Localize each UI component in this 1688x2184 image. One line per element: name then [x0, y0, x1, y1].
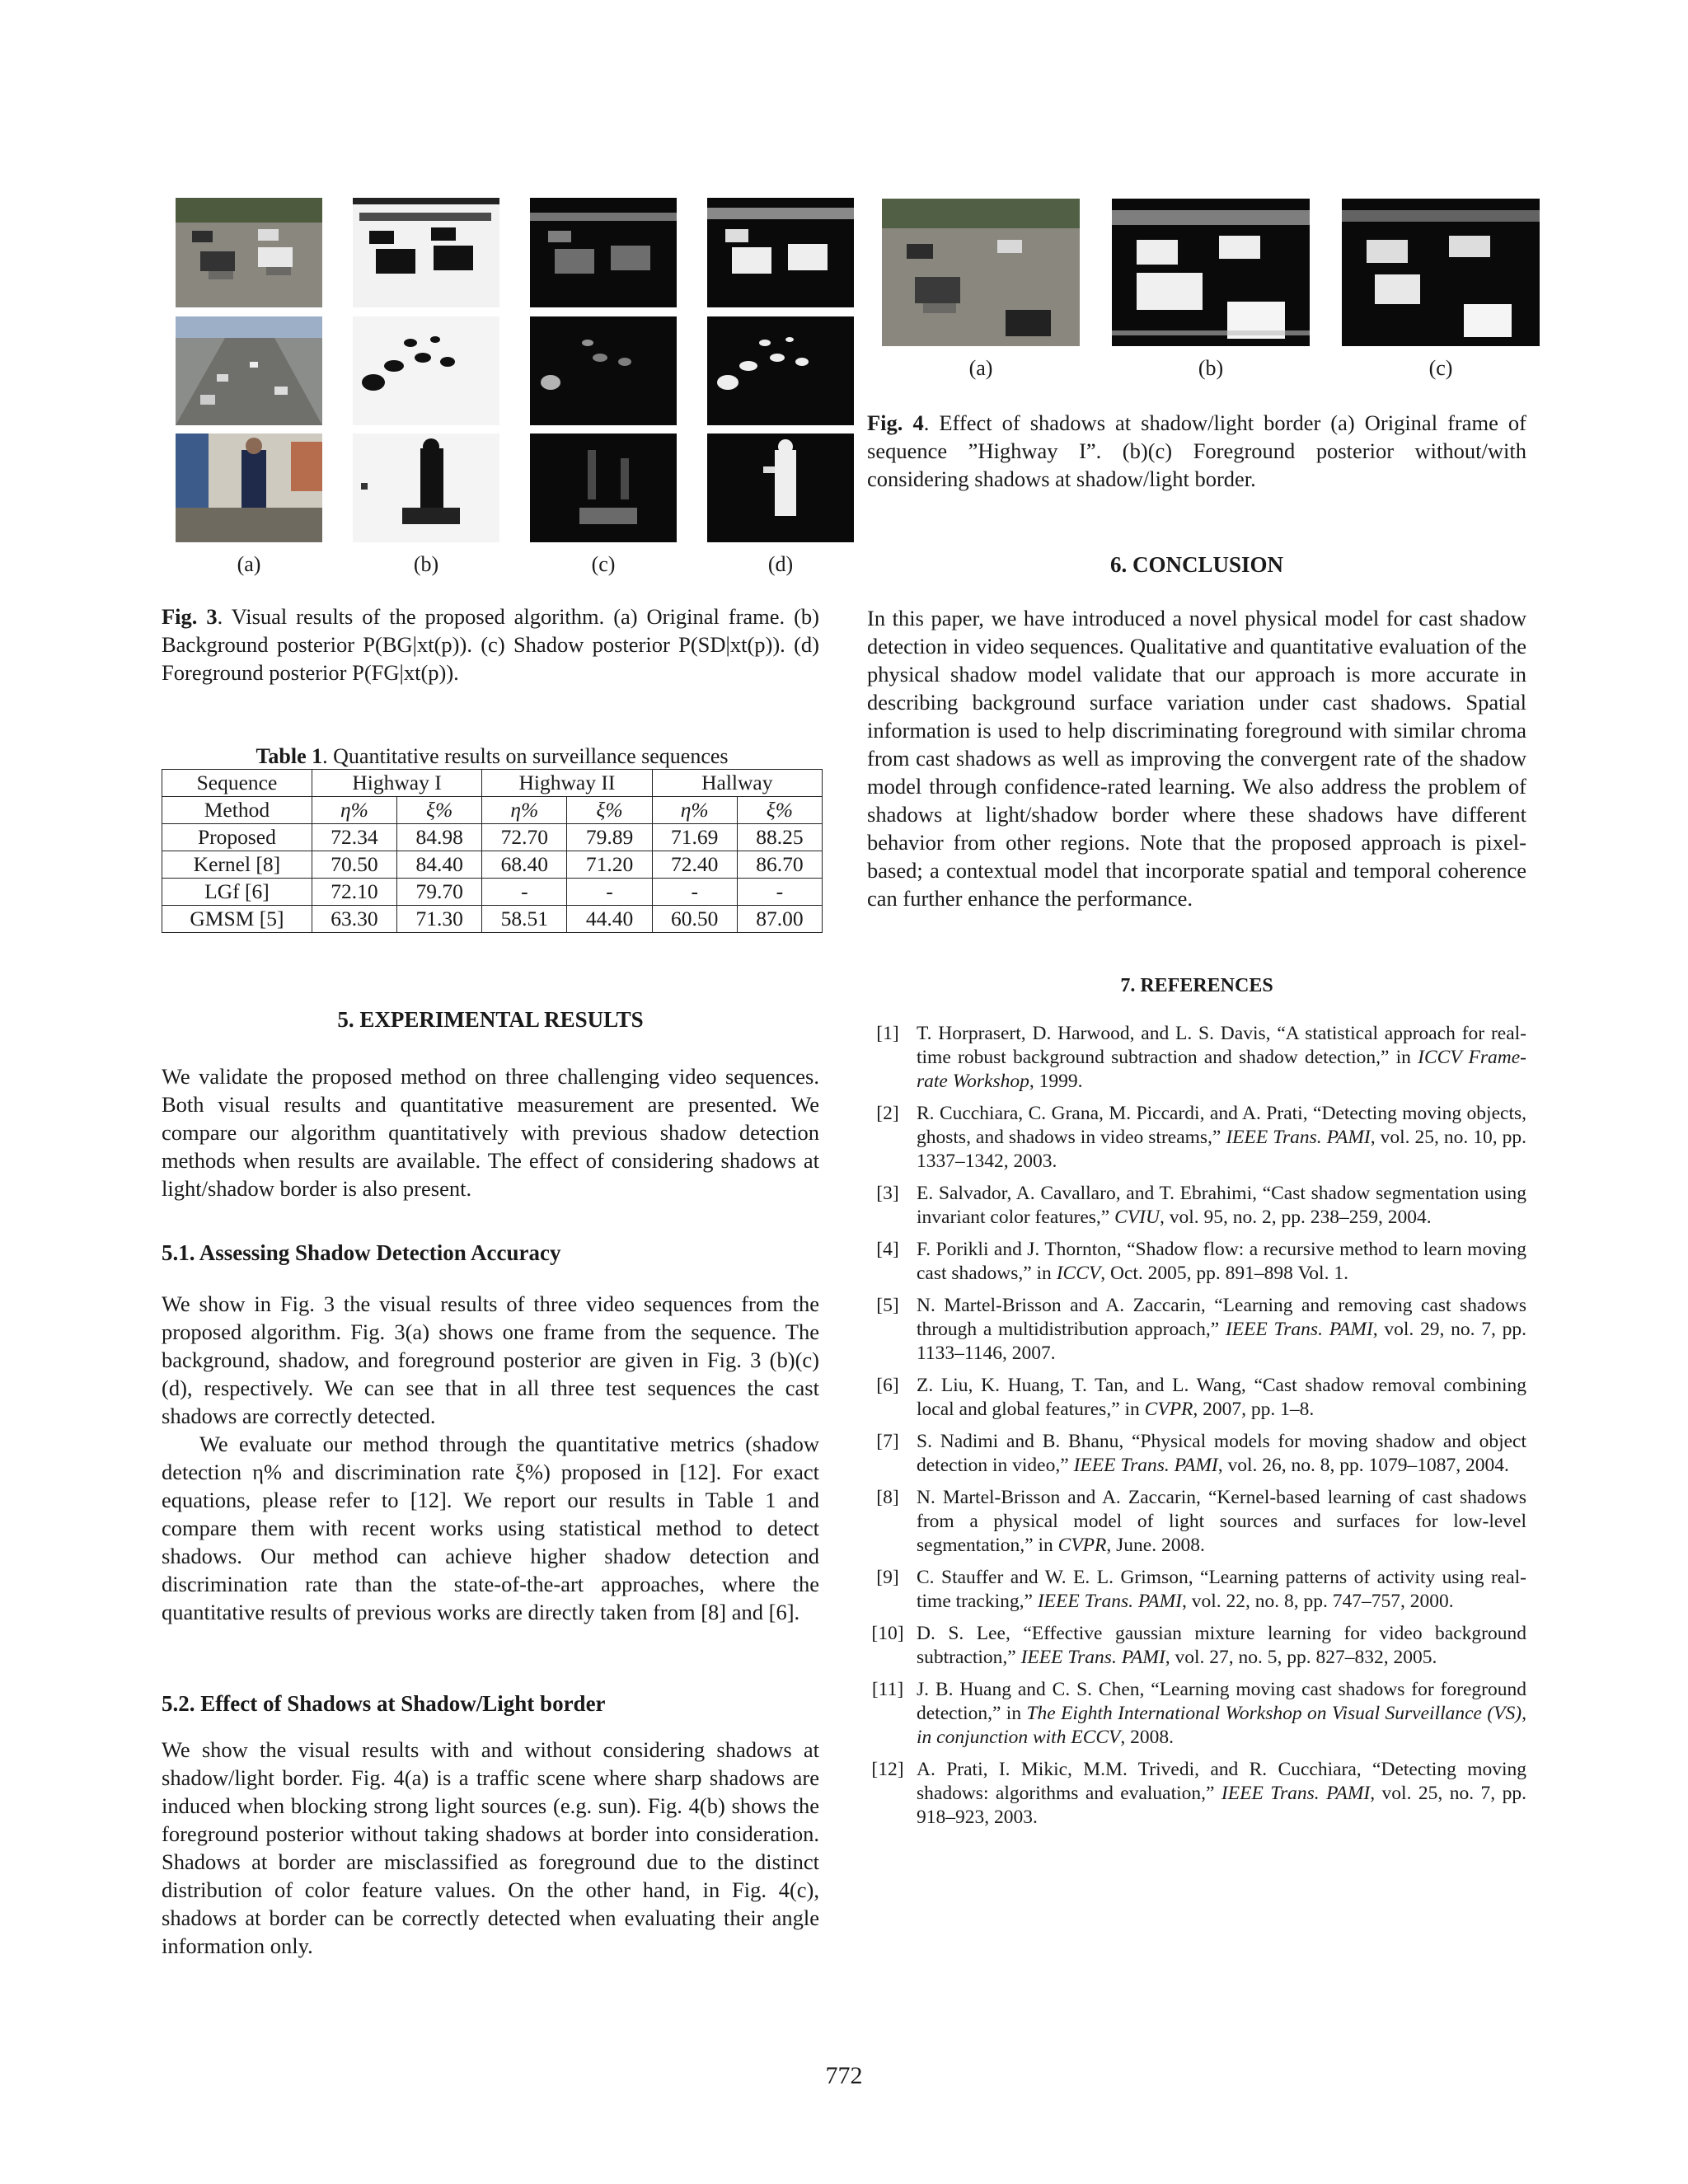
reference-item — [867, 1758, 1526, 1830]
fig3-row2-background-posterior — [353, 316, 499, 425]
section-5-1-paragraph-2: We evaluate our method through the quantitative metrics (shadow detection η% and discrimination rate ξ%) proposed in [12]. For exact equations, please refer to [12]. We report our results in Table 1 and compare them with recent works using statistical method to detect shadows. Our method can achieve higher shadow detection and discrimination rate than the state-of-the-art approaches, where the quantitative results of previous works are directly taken from [8] and [6]. — [162, 1432, 819, 1624]
reference-item — [867, 1374, 1526, 1422]
section-5-heading: 5. EXPERIMENTAL RESULTS — [337, 1007, 644, 1032]
fig3-row3-background-posterior — [353, 434, 499, 542]
reference-item — [867, 1678, 1526, 1750]
reference-number: [7] — [876, 1431, 899, 1452]
results-table — [162, 769, 823, 933]
reference-tail: , June. 2008. — [1106, 1535, 1205, 1556]
fig3-caption-text: . Visual results of the proposed algorithm. (a) Original frame. (b) Background posterior P(BG|xt(p)). (c) Shadow posterior P(SD|xt(p)). (d) Foreground posterior P(FG|xt(p)). — [162, 604, 819, 685]
table-cell: 60.50 — [652, 906, 737, 933]
table-cell: 63.30 — [312, 906, 396, 933]
reference-tail: , 2008. — [1120, 1727, 1175, 1748]
table-header-cell: Hallway — [652, 770, 822, 797]
reference-number: [3] — [876, 1183, 899, 1204]
table-header-cell: Method — [162, 797, 312, 824]
reference-number: [6] — [876, 1375, 899, 1396]
reference-venue: CVPR — [1144, 1399, 1193, 1420]
reference-text: Z. Liu, K. Huang, T. Tan, and L. Wang, “Cast shadow removal combining local and global features,” in — [917, 1375, 1526, 1420]
reference-number: [8] — [876, 1487, 899, 1508]
fig3-row2-shadow-posterior — [530, 316, 677, 425]
fig3-row1-shadow-posterior — [530, 198, 677, 307]
fig3-row1-original-image — [176, 198, 322, 307]
section-5-paragraph: We validate the proposed method on three challenging video sequences. Both visual results and quantitative measurement are presented. We compare our algorithm quantitatively with previous shadow detection methods when results are available. The effect of considering shadows at light/shadow border is also present. — [162, 1064, 819, 1201]
table-header-cell: Highway I — [312, 770, 481, 797]
fig3-caption — [162, 602, 819, 687]
reference-item — [867, 1622, 1526, 1670]
table-row — [162, 824, 823, 851]
table-header-row-1 — [162, 770, 823, 797]
fig3-row3-foreground-posterior — [707, 434, 854, 542]
table-cell: 44.40 — [567, 906, 652, 933]
reference-text: J. B. Huang and C. S. Chen, “Learning moving cast shadows for foreground detection,” in — [917, 1679, 1526, 1724]
fig3-row3-shadow-posterior — [530, 434, 677, 542]
table-1-caption-text: . Quantitative results on surveillance sequences — [322, 744, 729, 768]
reference-item — [867, 1182, 1526, 1230]
fig3-label-d: (d) — [767, 552, 794, 576]
reference-venue: IEEE Trans. PAMI — [1037, 1591, 1182, 1612]
table-cell: 87.00 — [737, 906, 822, 933]
fig4-label-b: (b) — [1198, 356, 1224, 380]
table-header-cell: ξ% — [737, 797, 822, 824]
reference-number: [10] — [871, 1623, 904, 1644]
table-header-cell: Highway II — [482, 770, 652, 797]
reference-tail: , vol. 22, no. 8, pp. 747–757, 2000. — [1182, 1591, 1454, 1612]
references-list — [867, 1022, 1526, 1838]
section-5-1-paragraph-1: We show in Fig. 3 the visual results of three video sequences from the proposed algorithm. Fig. 3(a) shows one frame from the sequence. The background, shadow, and foreground posterior are given in Fig. 3 (b)(c)(d), respectively. We can see that in all three test sequences the cast shadows are correctly detected. — [162, 1291, 819, 1428]
reference-number: [11] — [871, 1679, 904, 1700]
table-header-cell: Sequence — [162, 770, 312, 797]
reference-tail: , Oct. 2005, pp. 891–898 Vol. 1. — [1100, 1263, 1348, 1284]
table-cell: Proposed — [162, 824, 312, 851]
reference-item — [867, 1430, 1526, 1478]
table-cell: 72.10 — [312, 879, 396, 906]
table-row — [162, 906, 823, 933]
section-6-paragraph: In this paper, we have introduced a novel physical model for cast shadow detection in video sequences. Qualitative and quantitative evaluation of the physical shadow model validate that our approach is more accurate in describing background surface variation under cast shadows. Spatial information is used to help discriminating foreground with similar chroma from cast shadows as well as improving the convergent rate of the shadow model through confidence-rated learning. We also address the problem of shadows at light/shadow border where these shadows have different behavior from other regions. Note that the proposed approach is pixel-based; a contextual model that incorporate spatial and temporal coherence can further enhance the performance. — [867, 606, 1526, 911]
table-header-cell: ξ% — [397, 797, 482, 824]
table-cell: 84.40 — [397, 851, 482, 879]
reference-venue: IEEE Trans. PAMI — [1073, 1455, 1218, 1476]
fig4-original-frame — [882, 199, 1080, 346]
reference-venue: CVPR — [1057, 1535, 1107, 1556]
fig3-label-c: (c) — [591, 552, 616, 576]
table-cell: 68.40 — [482, 851, 567, 879]
reference-item — [867, 1486, 1526, 1558]
table-row — [162, 851, 823, 879]
reference-venue: IEEE Trans. PAMI — [1221, 1783, 1371, 1804]
table-header-cell: η% — [482, 797, 567, 824]
table-cell: 88.25 — [737, 824, 822, 851]
table-cell: GMSM [5] — [162, 906, 312, 933]
reference-number: [2] — [876, 1103, 899, 1124]
section-5-2-paragraph: We show the visual results with and without considering shadows at shadow/light border. Fig. 4(a) is a traffic scene where sharp shadows are induced when blocking strong light sources (e.g. sun). Fig. 4(b) shows the foreground posterior without taking shadows at border into consideration. Shadows at border are misclassified as foreground due to the distinct distribution of color feature values. On the other hand, in Fig. 4(c), shadows at border can be correctly detected when evaluating their angle information only. — [162, 1737, 819, 1958]
reference-tail: , vol. 25, no. 7, pp. 918–923, 2003. — [917, 1783, 1526, 1828]
fig3-row1-foreground-posterior — [707, 198, 854, 307]
table-cell: - — [737, 879, 822, 906]
table-cell: 70.50 — [312, 851, 396, 879]
reference-number: [12] — [871, 1759, 904, 1780]
fig3-label-b: (b) — [413, 552, 439, 576]
reference-venue: IEEE Trans. PAMI — [1226, 1127, 1371, 1148]
reference-text: C. Stauffer and W. E. L. Grimson, “Learning patterns of activity using real-time tracking,” — [917, 1567, 1526, 1612]
reference-number: [5] — [876, 1295, 899, 1316]
reference-text: D. S. Lee, “Effective gaussian mixture learning for video background subtraction,” — [917, 1623, 1526, 1668]
table-cell: 72.40 — [652, 851, 737, 879]
reference-tail: , vol. 26, no. 8, pp. 1079–1087, 2004. — [1217, 1455, 1509, 1476]
reference-venue: CVIU — [1114, 1207, 1160, 1228]
table-cell: 79.70 — [397, 879, 482, 906]
table-cell: 72.70 — [482, 824, 567, 851]
section-5-1-body — [162, 1290, 819, 1626]
section-7-heading: 7. REFERENCES — [1120, 975, 1273, 996]
table-cell: - — [482, 879, 567, 906]
table-header-cell: η% — [652, 797, 737, 824]
table-cell: Kernel [8] — [162, 851, 312, 879]
reference-tail: , vol. 29, no. 7, pp. 1133–1146, 2007. — [917, 1319, 1526, 1364]
table-row — [162, 879, 823, 906]
table-1-caption — [162, 744, 823, 769]
reference-text: N. Martel-Brisson and A. Zaccarin, “Learning and removing cast shadows through a multidistribution approach,” — [917, 1295, 1526, 1340]
section-5-body — [162, 1062, 819, 1202]
table-cell: 72.34 — [312, 824, 396, 851]
table-cell: 86.70 — [737, 851, 822, 879]
reference-tail: , 1999. — [1029, 1071, 1083, 1092]
fig4-caption-text: . Effect of shadows at shadow/light border (a) Original frame of sequence ”Highway I”. (b)(c) Foreground posterior without/with considering shadows at shadow/light border. — [867, 410, 1526, 491]
reference-item — [867, 1566, 1526, 1614]
reference-tail: , vol. 27, no. 5, pp. 827–832, 2005. — [1165, 1647, 1437, 1668]
table-cell: 79.89 — [567, 824, 652, 851]
reference-text: T. Horprasert, D. Harwood, and L. S. Davis, “A statistical approach for real-time robust background subtraction and shadow detection,” in — [917, 1023, 1526, 1068]
table-header-row-2 — [162, 797, 823, 824]
page-number: 772 — [825, 2062, 863, 2089]
table-cell: - — [567, 879, 652, 906]
section-6-heading: 6. CONCLUSION — [1109, 552, 1284, 577]
reference-tail: , 2007, pp. 1–8. — [1193, 1399, 1315, 1420]
reference-text: R. Cucchiara, C. Grana, M. Piccardi, and A. Prati, “Detecting moving objects, ghosts, and shadows in video streams,” — [917, 1103, 1526, 1148]
fig4-label-a: (a) — [968, 356, 993, 380]
reference-venue: The Eighth International Workshop on Visual Surveillance (VS), in conjunction with ECCV — [917, 1703, 1526, 1748]
reference-text: N. Martel-Brisson and A. Zaccarin, “Kernel-based learning of cast shadows from a physical model of light sources and surfaces for low-level segmentation,” in — [917, 1487, 1526, 1556]
fig4-caption-label: Fig. 4 — [867, 410, 924, 435]
section-5-1-heading: 5.1. Assessing Shadow Detection Accuracy — [162, 1240, 561, 1265]
fig4-foreground-with-border — [1342, 199, 1540, 346]
reference-venue: IEEE Trans. PAMI — [1225, 1319, 1373, 1340]
table-header-cell: ξ% — [567, 797, 652, 824]
table-1-caption-label: Table 1 — [256, 744, 323, 768]
reference-number: [9] — [876, 1567, 899, 1588]
section-5-2-heading: 5.2. Effect of Shadows at Shadow/Light border — [162, 1691, 606, 1716]
reference-tail: , vol. 25, no. 10, pp. 1337–1342, 2003. — [917, 1127, 1527, 1172]
reference-venue: ICCV Frame-rate Workshop — [917, 1047, 1526, 1092]
section-6-body — [867, 604, 1526, 912]
table-cell: 71.69 — [652, 824, 737, 851]
fig3-row3-original-image — [176, 434, 322, 542]
table-cell: 84.98 — [397, 824, 482, 851]
fig4-foreground-without-border — [1112, 199, 1310, 346]
table-1 — [162, 744, 823, 933]
reference-text: F. Porikli and J. Thornton, “Shadow flow: a recursive method to learn moving cast shadows,” in — [917, 1239, 1526, 1284]
reference-text: S. Nadimi and B. Bhanu, “Physical models for moving shadow and object detection in video,” — [917, 1431, 1526, 1476]
table-cell: 71.30 — [397, 906, 482, 933]
section-5-2-body — [162, 1736, 819, 1960]
fig4-label-c: (c) — [1428, 356, 1453, 380]
reference-item — [867, 1294, 1526, 1366]
fig3-row2-foreground-posterior — [707, 316, 854, 425]
reference-item — [867, 1102, 1526, 1174]
reference-number: [4] — [876, 1239, 899, 1260]
reference-venue: ICCV — [1056, 1263, 1101, 1284]
reference-venue: IEEE Trans. PAMI — [1020, 1647, 1165, 1668]
table-header-cell: η% — [312, 797, 396, 824]
fig3-row2-original-image — [176, 316, 322, 425]
fig3-label-a: (a) — [237, 552, 261, 576]
table-cell: - — [652, 879, 737, 906]
reference-tail: , vol. 95, no. 2, pp. 238–259, 2004. — [1159, 1207, 1432, 1228]
reference-text: A. Prati, I. Mikic, M.M. Trivedi, and R. Cucchiara, “Detecting moving shadows: algorithms and evaluation,” — [917, 1759, 1526, 1804]
fig3-caption-label: Fig. 3 — [162, 604, 218, 629]
table-cell: 58.51 — [482, 906, 567, 933]
fig3-row1-background-posterior — [353, 198, 499, 307]
table-cell: LGf [6] — [162, 879, 312, 906]
reference-item — [867, 1238, 1526, 1286]
reference-number: [1] — [876, 1023, 899, 1044]
reference-item — [867, 1022, 1526, 1094]
table-cell: 71.20 — [567, 851, 652, 879]
reference-text: E. Salvador, A. Cavallaro, and T. Ebrahimi, “Cast shadow segmentation using invariant color features,” — [917, 1183, 1526, 1228]
fig4-caption — [867, 409, 1526, 493]
